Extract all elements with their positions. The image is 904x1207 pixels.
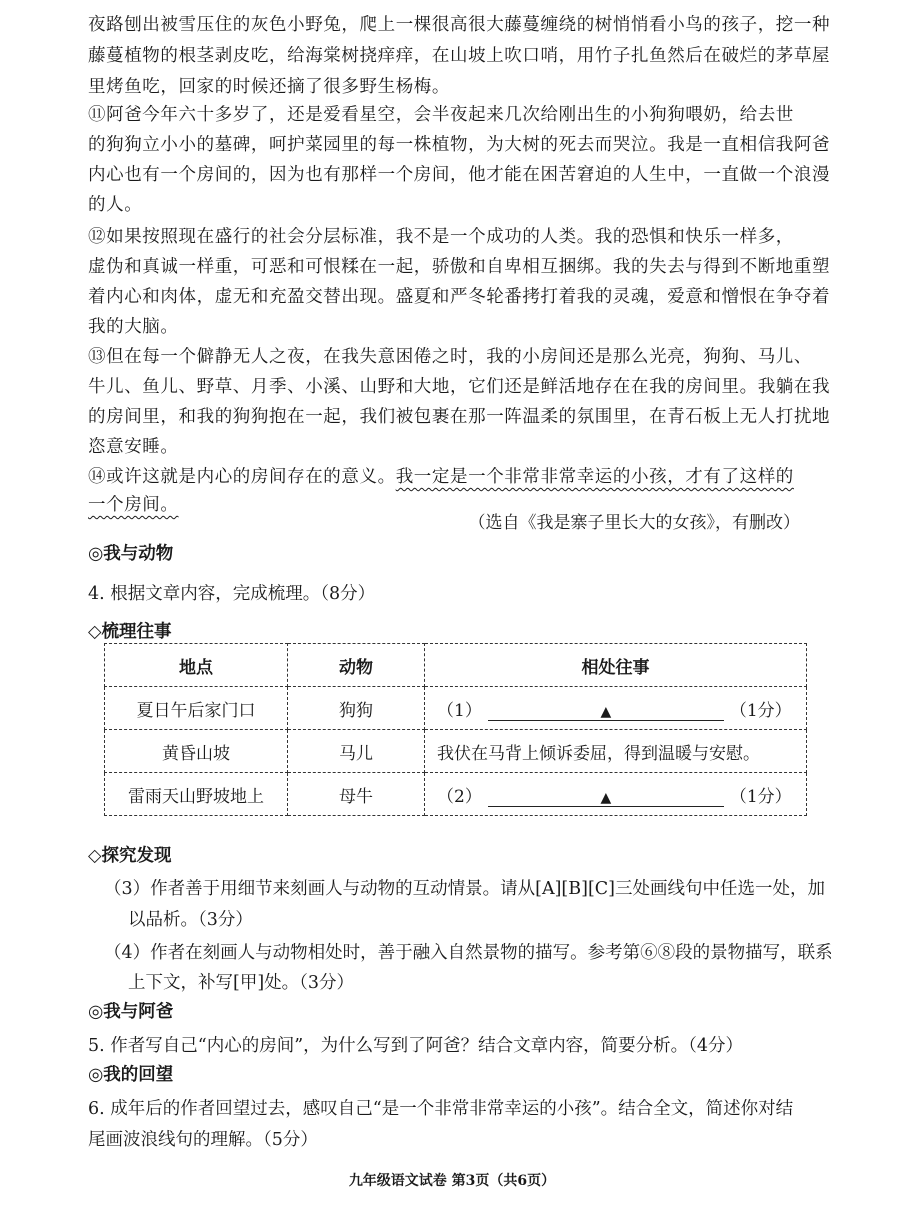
passage-line: 内心也有一个房间的，因为也有那样一个房间，他才能在困苦窘迫的人生中，一直做一个浪漫 <box>88 165 831 185</box>
cell-answer-blank <box>425 773 807 816</box>
question-4-3-cont: 以品析。（3分） <box>128 910 253 930</box>
question-4-4: （4）作者在刻画人与动物相处时，善于融入自然景物的描写。参考第⑥⑧段的景物描写，联系 <box>104 943 833 963</box>
table-row <box>105 687 807 730</box>
table-row <box>105 773 807 816</box>
triangle-mark-icon: ▲ <box>600 703 612 720</box>
cell-story: 我伏在马背上倾诉委屈，得到温暖与安慰。 <box>425 730 807 773</box>
header-story: 相处往事 <box>425 644 807 687</box>
passage-line: 的房间里，和我的狗狗抱在一起，我们被包裹在那一阵温柔的氛围里，在青石板上无人打扰地 <box>88 407 831 427</box>
passage-line: 我的大脑。 <box>88 317 179 337</box>
score-label: （1分） <box>729 786 792 807</box>
cell-place: 黄昏山坡 <box>105 730 288 773</box>
passage-line: 夜路刨出被雪压住的灰色小野兔，爬上一棵很高很大藤蔓缠绕的树悄悄看小鸟的孩子，挖一种 <box>88 15 831 35</box>
question-6: 6. 成年后的作者回望过去，感叹自己“是一个非常非常幸运的小孩”。结合全文，简述你对结 <box>88 1099 794 1119</box>
subheading-review: ◇梳理往事 <box>88 622 172 642</box>
paragraph-13: ⑬但在每一个僻静无人之夜，在我失意困倦之时，我的小房间还是那么光亮，狗狗、马儿、 <box>88 347 812 367</box>
wavy-underlined-sentence-end: 一个房间。 <box>88 495 179 515</box>
triangle-mark-icon: ▲ <box>600 789 612 806</box>
passage-line: 的狗狗立小小的墓碑，呵护菜园里的每一株植物，为大树的死去而哭泣。我是一直相信我阿爸 <box>88 135 831 155</box>
section-heading-animals: ◎我与动物 <box>88 544 174 564</box>
question-5: 5. 作者写自己“内心的房间”，为什么写到了阿爸？结合文章内容，简要分析。（4分） <box>88 1036 744 1056</box>
table-row <box>105 730 807 773</box>
blank-label: （2） <box>437 786 482 807</box>
section-heading-lookback: ◎我的回望 <box>88 1065 174 1085</box>
section-heading-father: ◎我与阿爸 <box>88 1002 174 1022</box>
source-citation: （选自《我是寨子里长大的女孩》，有删改） <box>468 513 800 533</box>
question-4-3: （3）作者善于用细节来刻画人与动物的互动情景。请从[A][B][C]三处画线句中任选一处，加 <box>104 879 825 899</box>
score-label: （1分） <box>729 700 792 721</box>
page-footer: 九年级语文试卷 第3页（共6页） <box>348 1173 556 1189</box>
question-6-cont: 尾画波浪线句的理解。（5分） <box>88 1130 318 1150</box>
question-4-4-cont: 上下文，补写[甲]处。（3分） <box>128 973 355 993</box>
passage-line: 藤蔓植物的根茎剥皮吃，给海棠树挠痒痒，在山坡上吹口哨，用竹子扎鱼然后在破烂的茅草屋 <box>88 46 831 66</box>
passage-line: 着内心和肉体，虚无和充盈交替出现。盛夏和严冬轮番拷打着我的灵魂，爱意和憎恨在争夺着 <box>88 287 831 307</box>
paragraph-14 <box>88 462 808 492</box>
cell-place: 夏日午后家门口 <box>105 687 288 730</box>
cell-animal: 母牛 <box>288 773 425 816</box>
review-table <box>104 643 807 816</box>
table-header-row <box>105 644 807 687</box>
blank-label: （1） <box>437 700 482 721</box>
cell-animal: 狗狗 <box>288 687 425 730</box>
passage-line: 牛儿、鱼儿、野草、月季、小溪、山野和大地，它们还是鲜活地存在在我的房间里。我躺在我 <box>88 377 831 397</box>
passage-line: 的人。 <box>88 195 143 215</box>
paragraph-14-text: ⑭或许这就是内心的房间存在的意义。 <box>88 467 396 487</box>
header-place: 地点 <box>105 644 288 687</box>
cell-place: 雷雨天山野坡地上 <box>105 773 288 816</box>
cell-answer-blank <box>425 687 807 730</box>
paragraph-12: ⑫如果按照现在盛行的社会分层标准，我不是一个成功的人类。我的恐惧和快乐一样多， <box>88 227 794 247</box>
passage-line: 里烤鱼吃，回家的时候还摘了很多野生杨梅。 <box>88 77 450 97</box>
header-animal: 动物 <box>288 644 425 687</box>
cell-animal: 马儿 <box>288 730 425 773</box>
answer-blank[interactable] <box>488 702 724 721</box>
passage-line: 虚伪和真诚一样重，可恶和可恨糅在一起，骄傲和自卑相互捆绑。我的失去与得到不断地重塑 <box>88 257 831 277</box>
paragraph-11: ⑪阿爸今年六十多岁了，还是爱看星空，会半夜起来几次给刚出生的小狗狗喂奶，给去世 <box>88 105 794 125</box>
subheading-explore: ◇探究发现 <box>88 846 172 866</box>
wavy-underlined-sentence: 我一定是一个非常非常幸运的小孩，才有了这样的 <box>395 467 794 487</box>
question-4: 4. 根据文章内容，完成梳理。（8分） <box>88 584 376 604</box>
answer-blank[interactable] <box>488 788 724 807</box>
passage-line: 恣意安睡。 <box>88 437 179 457</box>
